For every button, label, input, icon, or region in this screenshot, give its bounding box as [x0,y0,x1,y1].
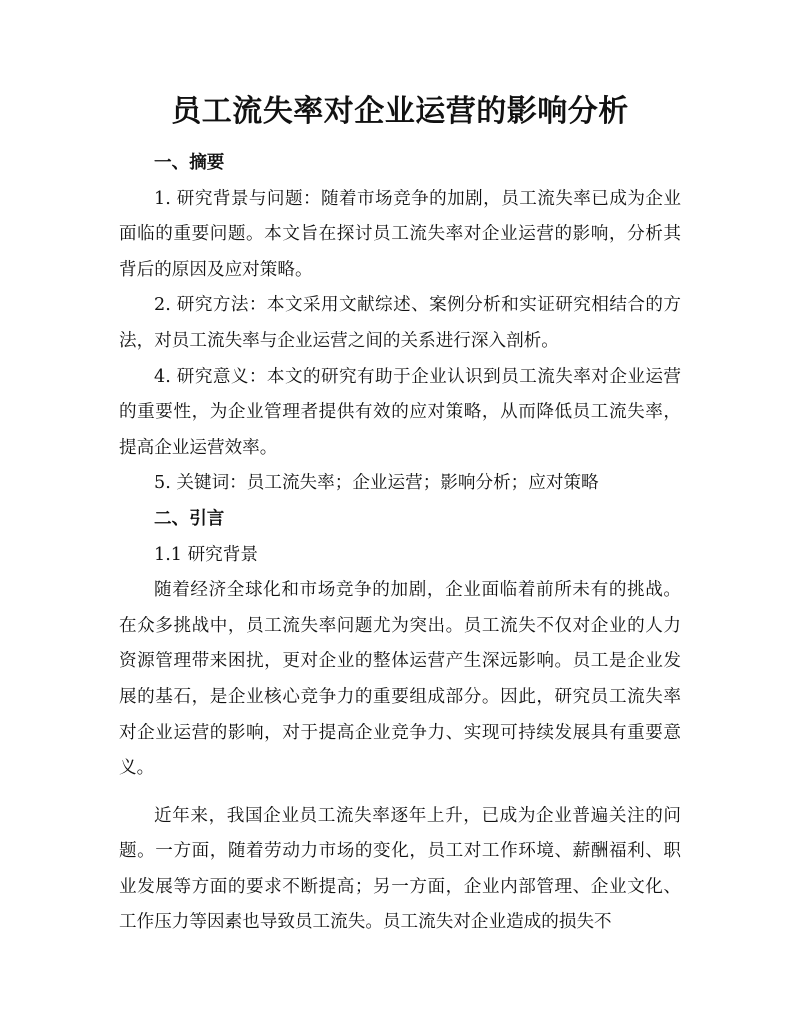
body-paragraph: 近年来，我国企业员工流失率逐年上升，已成为企业普遍关注的问题。一方面，随着劳动力市场的变化，员工对工作环境、薪酬福利、职业发展等方面的要求不断提高；另一方面，企业内部管理、企业文化、工作压力等因素也导致员工流失。员工流失对企业造成的损失不 [119,805,681,933]
abstract-item-method: 2. 研究方法：本文采用文献综述、案例分析和实证研究相结合的方法，对员工流失率与企业运营之间的关系进行深入剖析。 [119,295,681,351]
document-body [119,146,681,941]
abstract-item-background: 1. 研究背景与问题：随着市场竞争的加剧，员工流失率已成为企业面临的重要问题。本文旨在探讨员工流失率对企业运营的影响，分析其背后的原因及应对策略。 [119,188,681,280]
abstract-heading: 一、摘要 [154,153,225,173]
intro-heading: 二、引言 [154,508,225,529]
subsection-heading: 1.1 研究背景 [154,544,258,565]
document-title: 员工流失率对企业运营的影响分析 [171,94,629,129]
abstract-item-significance: 4. 研究意义：本文的研究有助于企业认识到员工流失率对企业运营的重要性，为企业管理者提供有效的应对策略，从而降低员工流失率，提高企业运营效率。 [119,366,681,458]
body-paragraph: 随着经济全球化和市场竞争的加剧，企业面临着前所未有的挑战。在众多挑战中，员工流失率问题尤为突出。员工流失不仅对企业的人力资源管理带来困扰，更对企业的整体运营产生深远影响。员工是企业发展的基石，是企业核心竞争力的重要组成部分。因此，研究员工流失率对企业运营的影响，对于提高企业竞争力、实现可持续发展具有重要意义。 [119,580,681,779]
abstract-item-keywords: 5. 关键词：员工流失率；企业运营；影响分析；应对策略 [154,473,599,494]
